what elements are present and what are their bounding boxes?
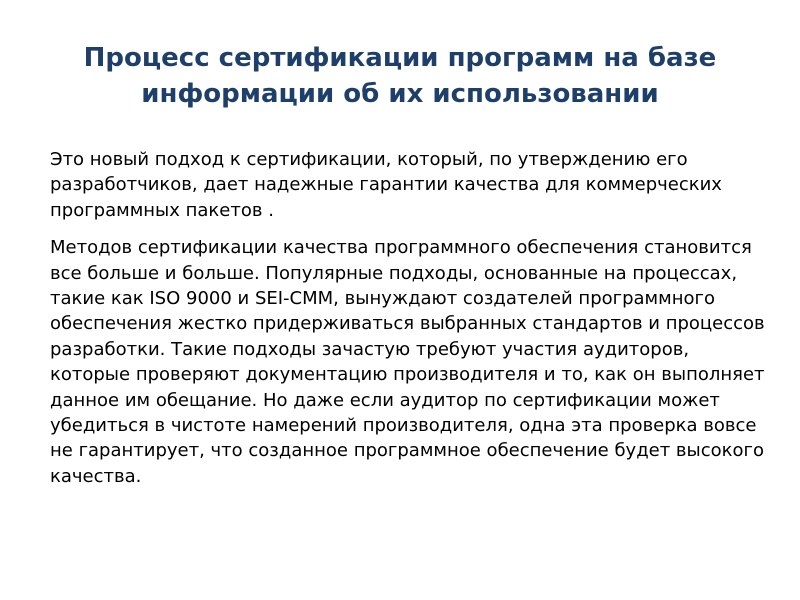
slide-body bbox=[50, 147, 765, 501]
paragraph-main: Методов сертификации качества программного обеспечения становится все больше и больше. Популярные подходы, основанные на процессах, такие как ISO 9000 и SEI-CMM, вынуждают создателей программного обеспечения жестко придерживаться выбранных стандартов и процессов разработки. Такие подходы зачастую требуют участия аудиторов, которые проверяют документацию производителя и то, как он выполняет данное им обещание. Но даже если аудитор по сертификации может убедиться в чистоте намерений производителя, одна эта проверка вовсе не гарантирует, что созданное программное обеспечение будет высокого качества. bbox=[50, 237, 765, 487]
slide-title: Процесс сертификации программ на базе информации об их использовании bbox=[83, 43, 717, 109]
paragraph-intro: Это новый подход к сертификации, который, по утверждению его разработчиков, дает надежные гарантии качества для коммерческих программных пакетов . bbox=[50, 149, 722, 221]
